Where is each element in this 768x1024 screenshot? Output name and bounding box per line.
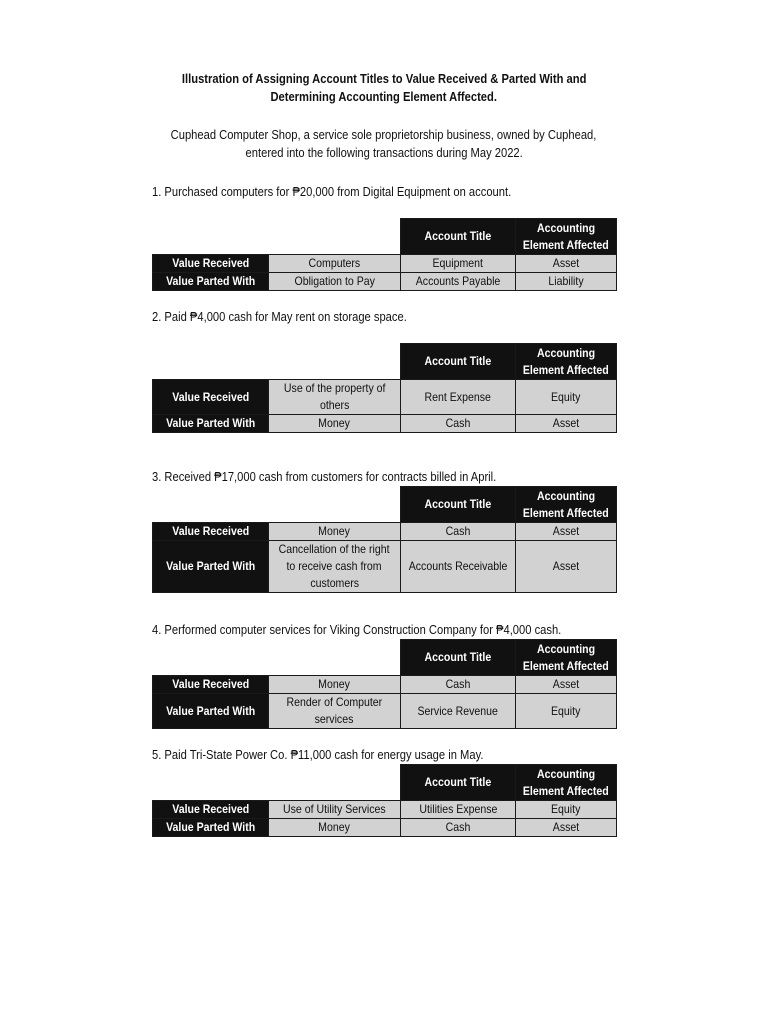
parted-account: Cash [400,414,516,433]
received-account: Cash [400,522,516,541]
row-label-parted: Value Parted With [152,414,269,433]
header-element-affected: Accounting Element Affected [515,764,617,801]
parted-value: Money [268,818,401,837]
row-label-received: Value Received [152,379,269,415]
header-element-affected: Accounting Element Affected [515,343,617,380]
transaction-text: 4. Performed computer services for Viking Construction Company for ₱4,000 cash. [152,622,562,637]
header-element-affected: Accounting Element Affected [515,218,617,255]
parted-account: Accounts Receivable [400,540,516,593]
header-element-affected: Accounting Element Affected [515,639,617,676]
row-label-parted: Value Parted With [152,540,269,593]
transaction-text: 5. Paid Tri-State Power Co. ₱11,000 cash for energy usage in May. [152,747,484,762]
header-account-title: Account Title [400,343,516,380]
parted-element: Liability [515,272,617,291]
title-line-2: Determining Accounting Element Affected. [270,89,498,104]
received-element: Asset [515,254,617,273]
received-account: Equipment [400,254,516,273]
intro-line-1: Cuphead Computer Shop, a service sole proprietorship business, owned by Cuphead, [171,127,597,142]
received-element: Equity [515,800,617,819]
title-line-1: Illustration of Assigning Account Titles to Value Received & Parted With and [181,71,587,86]
row-label-parted: Value Parted With [152,693,269,729]
document-title [0,70,768,106]
received-element: Asset [515,675,617,694]
row-label-received: Value Received [152,800,269,819]
parted-value: Render of Computer services [268,693,401,729]
received-element: Equity [515,379,617,415]
received-account: Rent Expense [400,379,516,415]
header-account-title: Account Title [400,486,516,523]
received-value: Money [268,522,401,541]
parted-element: Asset [515,540,617,593]
received-value: Computers [268,254,401,273]
intro-line-2: entered into the following transactions during May 2022. [245,145,523,160]
header-account-title: Account Title [400,764,516,801]
header-account-title: Account Title [400,639,516,676]
transaction-text: 3. Received ₱17,000 cash from customers for contracts billed in April. [152,469,497,484]
received-value: Use of Utility Services [268,800,401,819]
parted-account: Service Revenue [400,693,516,729]
header-account-title: Account Title [400,218,516,255]
parted-value: Obligation to Pay [268,272,401,291]
received-value: Money [268,675,401,694]
row-label-received: Value Received [152,254,269,273]
parted-value: Money [268,414,401,433]
parted-value: Cancellation of the right to receive cash from customers [268,540,401,593]
transaction-text: 1. Purchased computers for ₱20,000 from Digital Equipment on account. [152,184,512,199]
received-account: Utilities Expense [400,800,516,819]
received-account: Cash [400,675,516,694]
row-label-parted: Value Parted With [152,818,269,837]
received-value: Use of the property of others [268,379,401,415]
transaction-text: 2. Paid ₱4,000 cash for May rent on storage space. [152,309,407,324]
row-label-parted: Value Parted With [152,272,269,291]
parted-account: Accounts Payable [400,272,516,291]
parted-element: Asset [515,818,617,837]
intro-paragraph [0,126,768,162]
row-label-received: Value Received [152,522,269,541]
received-element: Asset [515,522,617,541]
parted-account: Cash [400,818,516,837]
parted-element: Equity [515,693,617,729]
parted-element: Asset [515,414,617,433]
header-element-affected: Accounting Element Affected [515,486,617,523]
row-label-received: Value Received [152,675,269,694]
